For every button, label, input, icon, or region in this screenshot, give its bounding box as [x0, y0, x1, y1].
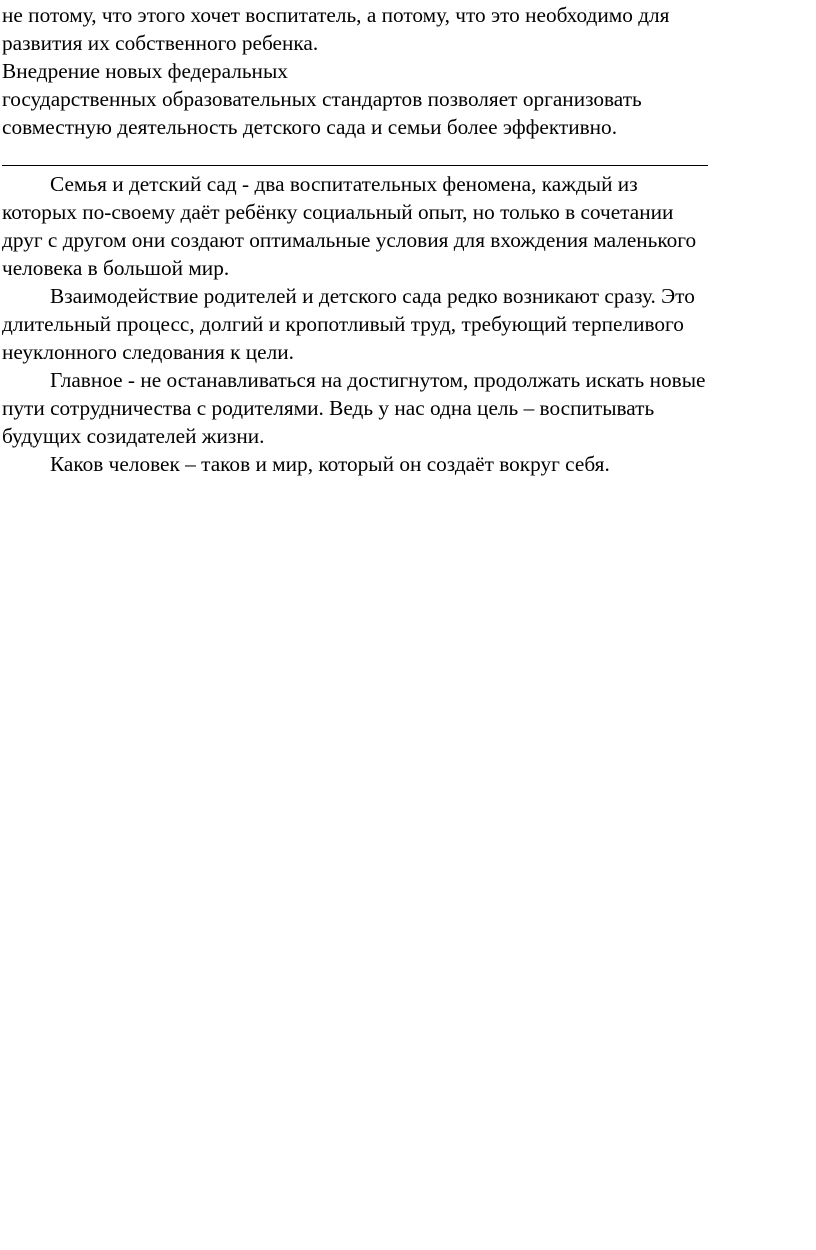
text-line: человека в большой мир. [2, 256, 230, 280]
intro-text [2, 1, 814, 141]
paragraph [2, 366, 814, 450]
text-line: Взаимодействие родителей и детского сада редко возникают сразу. Это [50, 284, 695, 308]
text-line: неуклонного следования к цели. [2, 340, 294, 364]
text-line: длительный процесс, долгий и кропотливый труд, требующий терпеливого [2, 312, 684, 336]
main-text [2, 170, 814, 478]
text-line: развития их собственного ребенка. [2, 31, 319, 55]
text-line: друг с другом они создают оптимальные условия для вхождения маленького [2, 228, 697, 252]
text-line: которых по-своему даёт ребёнку социальный опыт, но только в сочетании [2, 200, 674, 224]
text-line: государственных образовательных стандартов позволяет организовать [2, 87, 642, 111]
horizontal-rule [2, 165, 708, 166]
paragraph [2, 282, 814, 366]
text-line: Каков человек – таков и мир, который он создаёт вокруг себя. [50, 452, 610, 476]
paragraph [2, 450, 814, 478]
text-line: Внедрение новых федеральных [2, 59, 288, 83]
text-line: будущих созидателей жизни. [2, 424, 265, 448]
text-line: Главное - не останавливаться на достигнутом, продолжать искать новые [50, 368, 706, 392]
text-line: пути сотрудничества с родителями. Ведь у нас одна цель – воспитывать [2, 396, 655, 420]
paragraph [2, 170, 814, 282]
text-line: совместную деятельность детского сада и семьи более эффективно. [2, 115, 618, 139]
text-line: не потому, что этого хочет воспитатель, а потому, что это необходимо для [2, 3, 670, 27]
text-line: Семья и детский сад - два воспитательных феномена, каждый из [50, 172, 638, 196]
